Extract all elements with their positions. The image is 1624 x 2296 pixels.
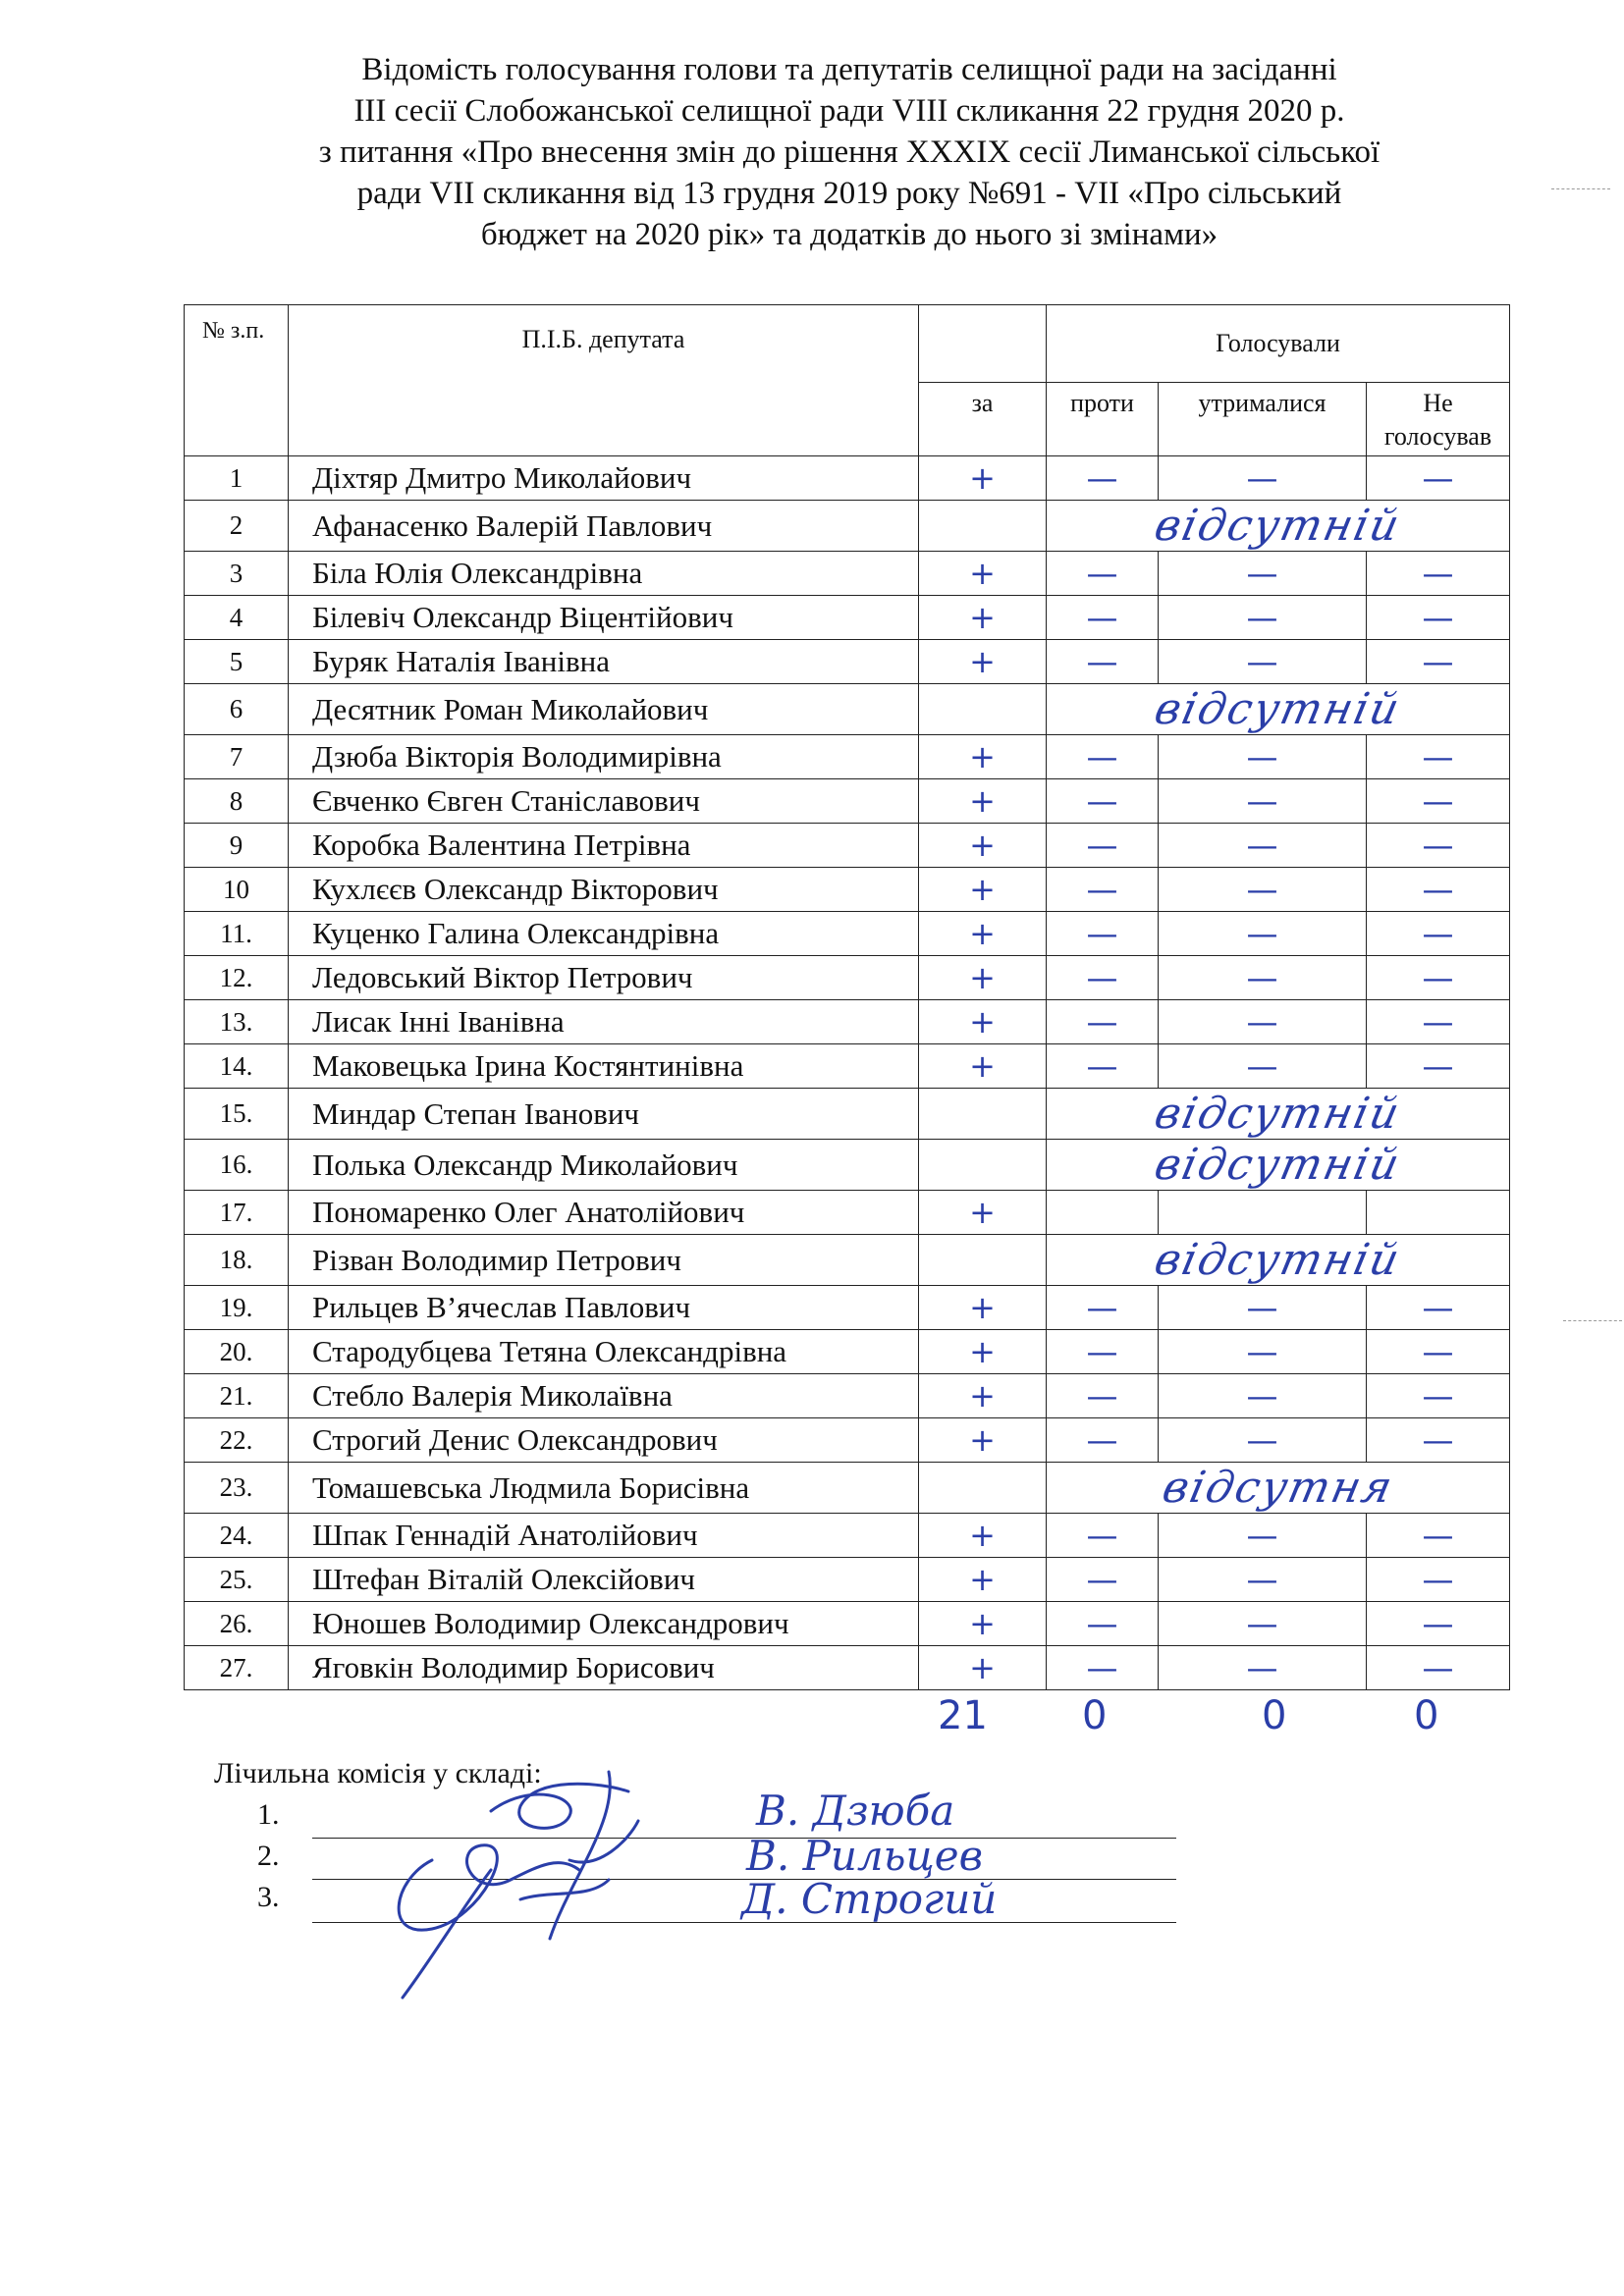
vote-for-mark: + xyxy=(919,1330,1047,1374)
vote-not-voted-mark: — xyxy=(1367,1646,1510,1690)
title-line: Відомість голосування голови та депутатів селищної ради на засіданні xyxy=(361,52,1337,87)
vote-for-mark: + xyxy=(919,1646,1047,1690)
commission-number: 3. xyxy=(257,1881,280,1913)
vote-against-mark: — xyxy=(1047,1514,1159,1558)
vote-abstained-mark: — xyxy=(1159,1418,1367,1463)
vote-abstained-mark: — xyxy=(1159,868,1367,912)
deputy-name: Шпак Геннадій Анатолійович xyxy=(289,1514,919,1558)
table-row xyxy=(185,1418,1510,1463)
absent-note-cell xyxy=(1047,1140,1510,1191)
deputy-name: Кухлєєв Олександр Вікторович xyxy=(289,868,919,912)
table-row xyxy=(185,1374,1510,1418)
table-row xyxy=(185,735,1510,779)
deputy-name: Яговкін Володимир Борисович xyxy=(289,1646,919,1690)
vote-against-mark: — xyxy=(1047,735,1159,779)
deputy-name: Білевіч Олександр Віцентійович xyxy=(289,596,919,640)
vote-against-mark: — xyxy=(1047,1374,1159,1418)
row-number: 5 xyxy=(185,640,289,684)
vote-not-voted-mark: — xyxy=(1367,735,1510,779)
deputy-name: Рильцев В’ячеслав Павлович xyxy=(289,1286,919,1330)
row-number: 2 xyxy=(185,501,289,552)
deputy-name: Ледовський Віктор Петрович xyxy=(289,956,919,1000)
vote-for-mark: + xyxy=(919,735,1047,779)
vote-against-mark: — xyxy=(1047,1646,1159,1690)
row-number: 10 xyxy=(185,868,289,912)
absent-note-cell xyxy=(1047,684,1510,735)
vote-against-mark: — xyxy=(1047,1286,1159,1330)
table-row xyxy=(185,1602,1510,1646)
total-abstained: 0 xyxy=(1262,1693,1287,1738)
vote-against-mark: — xyxy=(1047,1044,1159,1089)
table-row xyxy=(185,1286,1510,1330)
commission-member-name: Д. Строгий xyxy=(741,1875,998,1923)
deputy-name: Лисак Інні Іванівна xyxy=(289,1000,919,1044)
total-against: 0 xyxy=(1082,1693,1108,1738)
vote-not-voted-mark: — xyxy=(1367,456,1510,501)
table-row xyxy=(185,1140,1510,1191)
commission-number: 1. xyxy=(257,1798,280,1831)
vote-against-mark: — xyxy=(1047,912,1159,956)
row-number: 25. xyxy=(185,1558,289,1602)
deputy-name: Строгий Денис Олександрович xyxy=(289,1418,919,1463)
row-number: 9 xyxy=(185,824,289,868)
vote-against-mark: — xyxy=(1047,956,1159,1000)
vote-not-voted-mark: — xyxy=(1367,956,1510,1000)
vote-for-mark: + xyxy=(919,868,1047,912)
row-number: 4 xyxy=(185,596,289,640)
deputy-name: Десятник Роман Миколайович xyxy=(289,684,919,735)
vote-against-mark: — xyxy=(1047,1000,1159,1044)
table-row xyxy=(185,640,1510,684)
row-number: 23. xyxy=(185,1463,289,1514)
vote-abstained-mark: — xyxy=(1159,1514,1367,1558)
vote-against-mark: — xyxy=(1047,1558,1159,1602)
vote-for-mark: + xyxy=(919,956,1047,1000)
vote-not-voted-mark: — xyxy=(1367,1286,1510,1330)
document-title xyxy=(216,49,1483,255)
vote-for-mark: + xyxy=(919,1602,1047,1646)
table-row xyxy=(185,501,1510,552)
deputy-name: Дзюба Вікторія Володимирівна xyxy=(289,735,919,779)
vote-abstained-mark: — xyxy=(1159,1330,1367,1374)
vote-against-mark: — xyxy=(1047,640,1159,684)
vote-against-mark: — xyxy=(1047,1602,1159,1646)
row-number: 21. xyxy=(185,1374,289,1418)
vote-for-mark: + xyxy=(919,1418,1047,1463)
deputy-name: Маковецька Ірина Костянтинівна xyxy=(289,1044,919,1089)
deputy-name: Пономаренко Олег Анатолійович xyxy=(289,1191,919,1235)
vote-abstained-mark: — xyxy=(1159,1558,1367,1602)
voting-table xyxy=(184,304,1510,1690)
vote-for-cell xyxy=(919,1089,1047,1140)
vote-against-mark: — xyxy=(1047,1330,1159,1374)
deputy-name: Діхтяр Дмитро Миколайович xyxy=(289,456,919,501)
table-row xyxy=(185,956,1510,1000)
vote-not-voted-mark xyxy=(1367,1191,1510,1235)
vote-against-mark xyxy=(1047,1191,1159,1235)
row-number: 7 xyxy=(185,735,289,779)
row-number: 3 xyxy=(185,552,289,596)
vote-abstained-mark: — xyxy=(1159,1000,1367,1044)
deputy-name: Євченко Євген Станіславович xyxy=(289,779,919,824)
vote-not-voted-mark: — xyxy=(1367,552,1510,596)
absent-note-cell xyxy=(1047,501,1510,552)
table-row xyxy=(185,552,1510,596)
absent-note-cell xyxy=(1047,1463,1510,1514)
vote-for-mark: + xyxy=(919,640,1047,684)
vote-against-mark: — xyxy=(1047,552,1159,596)
vote-not-voted-mark: — xyxy=(1367,912,1510,956)
vote-for-cell xyxy=(919,501,1047,552)
table-row xyxy=(185,596,1510,640)
deputy-name: Афанасенко Валерій Павлович xyxy=(289,501,919,552)
row-number: 12. xyxy=(185,956,289,1000)
row-number: 8 xyxy=(185,779,289,824)
absent-note: відсутній xyxy=(1150,1235,1406,1285)
vote-not-voted-mark: — xyxy=(1367,1000,1510,1044)
row-number: 14. xyxy=(185,1044,289,1089)
vote-for-cell xyxy=(919,684,1047,735)
commission-member-name: В. Дзюба xyxy=(756,1787,955,1835)
vote-abstained-mark: — xyxy=(1159,956,1367,1000)
vote-not-voted-mark: — xyxy=(1367,1558,1510,1602)
absent-note: відсутній xyxy=(1150,501,1406,551)
deputy-name: Томашевська Людмила Борисівна xyxy=(289,1463,919,1514)
commission-number: 2. xyxy=(257,1840,280,1872)
row-number: 24. xyxy=(185,1514,289,1558)
deputy-name: Миндар Степан Іванович xyxy=(289,1089,919,1140)
table-row xyxy=(185,824,1510,868)
vote-abstained-mark: — xyxy=(1159,735,1367,779)
header-name: П.І.Б. депутата xyxy=(289,305,919,456)
deputy-name: Штефан Віталій Олексійович xyxy=(289,1558,919,1602)
vote-not-voted-mark: — xyxy=(1367,1602,1510,1646)
vote-not-voted-mark: — xyxy=(1367,640,1510,684)
vote-for-mark: + xyxy=(919,456,1047,501)
vote-abstained-mark xyxy=(1159,1191,1367,1235)
header-abstained: утрималися xyxy=(1159,383,1367,456)
deputy-name: Біла Юлія Олександрівна xyxy=(289,552,919,596)
vote-against-mark: — xyxy=(1047,824,1159,868)
vote-not-voted-mark: — xyxy=(1367,779,1510,824)
vote-not-voted-mark: — xyxy=(1367,1514,1510,1558)
vote-abstained-mark: — xyxy=(1159,552,1367,596)
table-row xyxy=(185,1191,1510,1235)
table-row xyxy=(185,1089,1510,1140)
vote-against-mark: — xyxy=(1047,596,1159,640)
deputy-name: Полька Олександр Миколайович xyxy=(289,1140,919,1191)
vote-for-mark: + xyxy=(919,1514,1047,1558)
total-for: 21 xyxy=(938,1693,988,1738)
vote-abstained-mark: — xyxy=(1159,456,1367,501)
absent-note: відсутній xyxy=(1150,684,1406,734)
vote-for-mark: + xyxy=(919,1191,1047,1235)
commission-member-name: В. Рильцев xyxy=(746,1832,984,1880)
vote-not-voted-mark: — xyxy=(1367,596,1510,640)
vote-for-mark: + xyxy=(919,1044,1047,1089)
row-number: 17. xyxy=(185,1191,289,1235)
table-row xyxy=(185,1463,1510,1514)
vote-not-voted-mark: — xyxy=(1367,1330,1510,1374)
deputy-name: Буряк Наталія Іванівна xyxy=(289,640,919,684)
row-number: 1 xyxy=(185,456,289,501)
vote-not-voted-mark: — xyxy=(1367,868,1510,912)
table-row xyxy=(185,684,1510,735)
table-row xyxy=(185,456,1510,501)
deputy-name: Стебло Валерія Миколаївна xyxy=(289,1374,919,1418)
vote-abstained-mark: — xyxy=(1159,1044,1367,1089)
deputy-name: Стародубцева Тетяна Олександрівна xyxy=(289,1330,919,1374)
vote-for-cell xyxy=(919,1140,1047,1191)
title-line: бюджет на 2020 рік» та додатків до нього зі змінами» xyxy=(480,217,1218,252)
title-line: ІІІ сесії Слобожанської селищної ради VІІІ скликання 22 грудня 2020 р. xyxy=(353,93,1345,129)
vote-abstained-mark: — xyxy=(1159,912,1367,956)
table-row xyxy=(185,868,1510,912)
vote-not-voted-mark: — xyxy=(1367,1374,1510,1418)
commission-label: Лічильна комісія у складі: xyxy=(214,1757,542,1789)
row-number: 16. xyxy=(185,1140,289,1191)
table-row xyxy=(185,779,1510,824)
vote-abstained-mark: — xyxy=(1159,779,1367,824)
row-number: 6 xyxy=(185,684,289,735)
table-row xyxy=(185,1330,1510,1374)
vote-against-mark: — xyxy=(1047,868,1159,912)
signature-image xyxy=(373,1762,746,2017)
header-not-voted: Не голосував xyxy=(1367,383,1510,456)
vote-abstained-mark: — xyxy=(1159,596,1367,640)
row-number: 20. xyxy=(185,1330,289,1374)
header-against: проти xyxy=(1047,383,1159,456)
vote-abstained-mark: — xyxy=(1159,1286,1367,1330)
header-for-spacer xyxy=(919,305,1047,383)
absent-note: відсутня xyxy=(1158,1463,1398,1513)
vote-not-voted-mark: — xyxy=(1367,1418,1510,1463)
row-number: 11. xyxy=(185,912,289,956)
row-number: 26. xyxy=(185,1602,289,1646)
vote-for-mark: + xyxy=(919,596,1047,640)
table-row xyxy=(185,1558,1510,1602)
title-line: з питання «Про внесення змін до рішення ХХХІХ сесії Лиманської сільської xyxy=(318,134,1380,170)
title-line: ради VІІ скликання від 13 грудня 2019 року №691 - VІІ «Про сільський xyxy=(356,176,1342,211)
row-number: 18. xyxy=(185,1235,289,1286)
vote-for-mark: + xyxy=(919,912,1047,956)
vote-not-voted-mark: — xyxy=(1367,824,1510,868)
vote-abstained-mark: — xyxy=(1159,1602,1367,1646)
table-row xyxy=(185,1044,1510,1089)
vote-abstained-mark: — xyxy=(1159,824,1367,868)
vote-for-cell xyxy=(919,1235,1047,1286)
edge-mark xyxy=(1551,188,1610,189)
deputy-name: Куценко Галина Олександрівна xyxy=(289,912,919,956)
edge-mark xyxy=(1563,1320,1622,1321)
table-row xyxy=(185,912,1510,956)
row-number: 19. xyxy=(185,1286,289,1330)
absent-note-cell xyxy=(1047,1089,1510,1140)
vote-for-mark: + xyxy=(919,1000,1047,1044)
absent-note: відсутній xyxy=(1150,1140,1406,1190)
vote-for-mark: + xyxy=(919,1558,1047,1602)
table-row xyxy=(185,1514,1510,1558)
vote-not-voted-mark: — xyxy=(1367,1044,1510,1089)
vote-for-mark: + xyxy=(919,1286,1047,1330)
header-number: № з.п. xyxy=(185,305,289,456)
table-row xyxy=(185,1235,1510,1286)
vote-against-mark: — xyxy=(1047,779,1159,824)
vote-for-mark: + xyxy=(919,779,1047,824)
vote-against-mark: — xyxy=(1047,1418,1159,1463)
table-row xyxy=(185,1646,1510,1690)
vote-against-mark: — xyxy=(1047,456,1159,501)
absent-note-cell xyxy=(1047,1235,1510,1286)
header-for: за xyxy=(919,383,1047,456)
deputy-name: Різван Володимир Петрович xyxy=(289,1235,919,1286)
vote-abstained-mark: — xyxy=(1159,640,1367,684)
vote-for-mark: + xyxy=(919,552,1047,596)
table-row xyxy=(185,1000,1510,1044)
vote-for-mark: + xyxy=(919,824,1047,868)
total-not-voted: 0 xyxy=(1414,1693,1439,1738)
header-voted: Голосували xyxy=(1047,305,1510,383)
vote-abstained-mark: — xyxy=(1159,1374,1367,1418)
row-number: 22. xyxy=(185,1418,289,1463)
vote-for-mark: + xyxy=(919,1374,1047,1418)
table-body xyxy=(185,456,1510,1690)
absent-note: відсутній xyxy=(1150,1089,1406,1139)
row-number: 13. xyxy=(185,1000,289,1044)
vote-abstained-mark: — xyxy=(1159,1646,1367,1690)
vote-for-cell xyxy=(919,1463,1047,1514)
deputy-name: Коробка Валентина Петрівна xyxy=(289,824,919,868)
row-number: 27. xyxy=(185,1646,289,1690)
deputy-name: Юношев Володимир Олександрович xyxy=(289,1602,919,1646)
row-number: 15. xyxy=(185,1089,289,1140)
